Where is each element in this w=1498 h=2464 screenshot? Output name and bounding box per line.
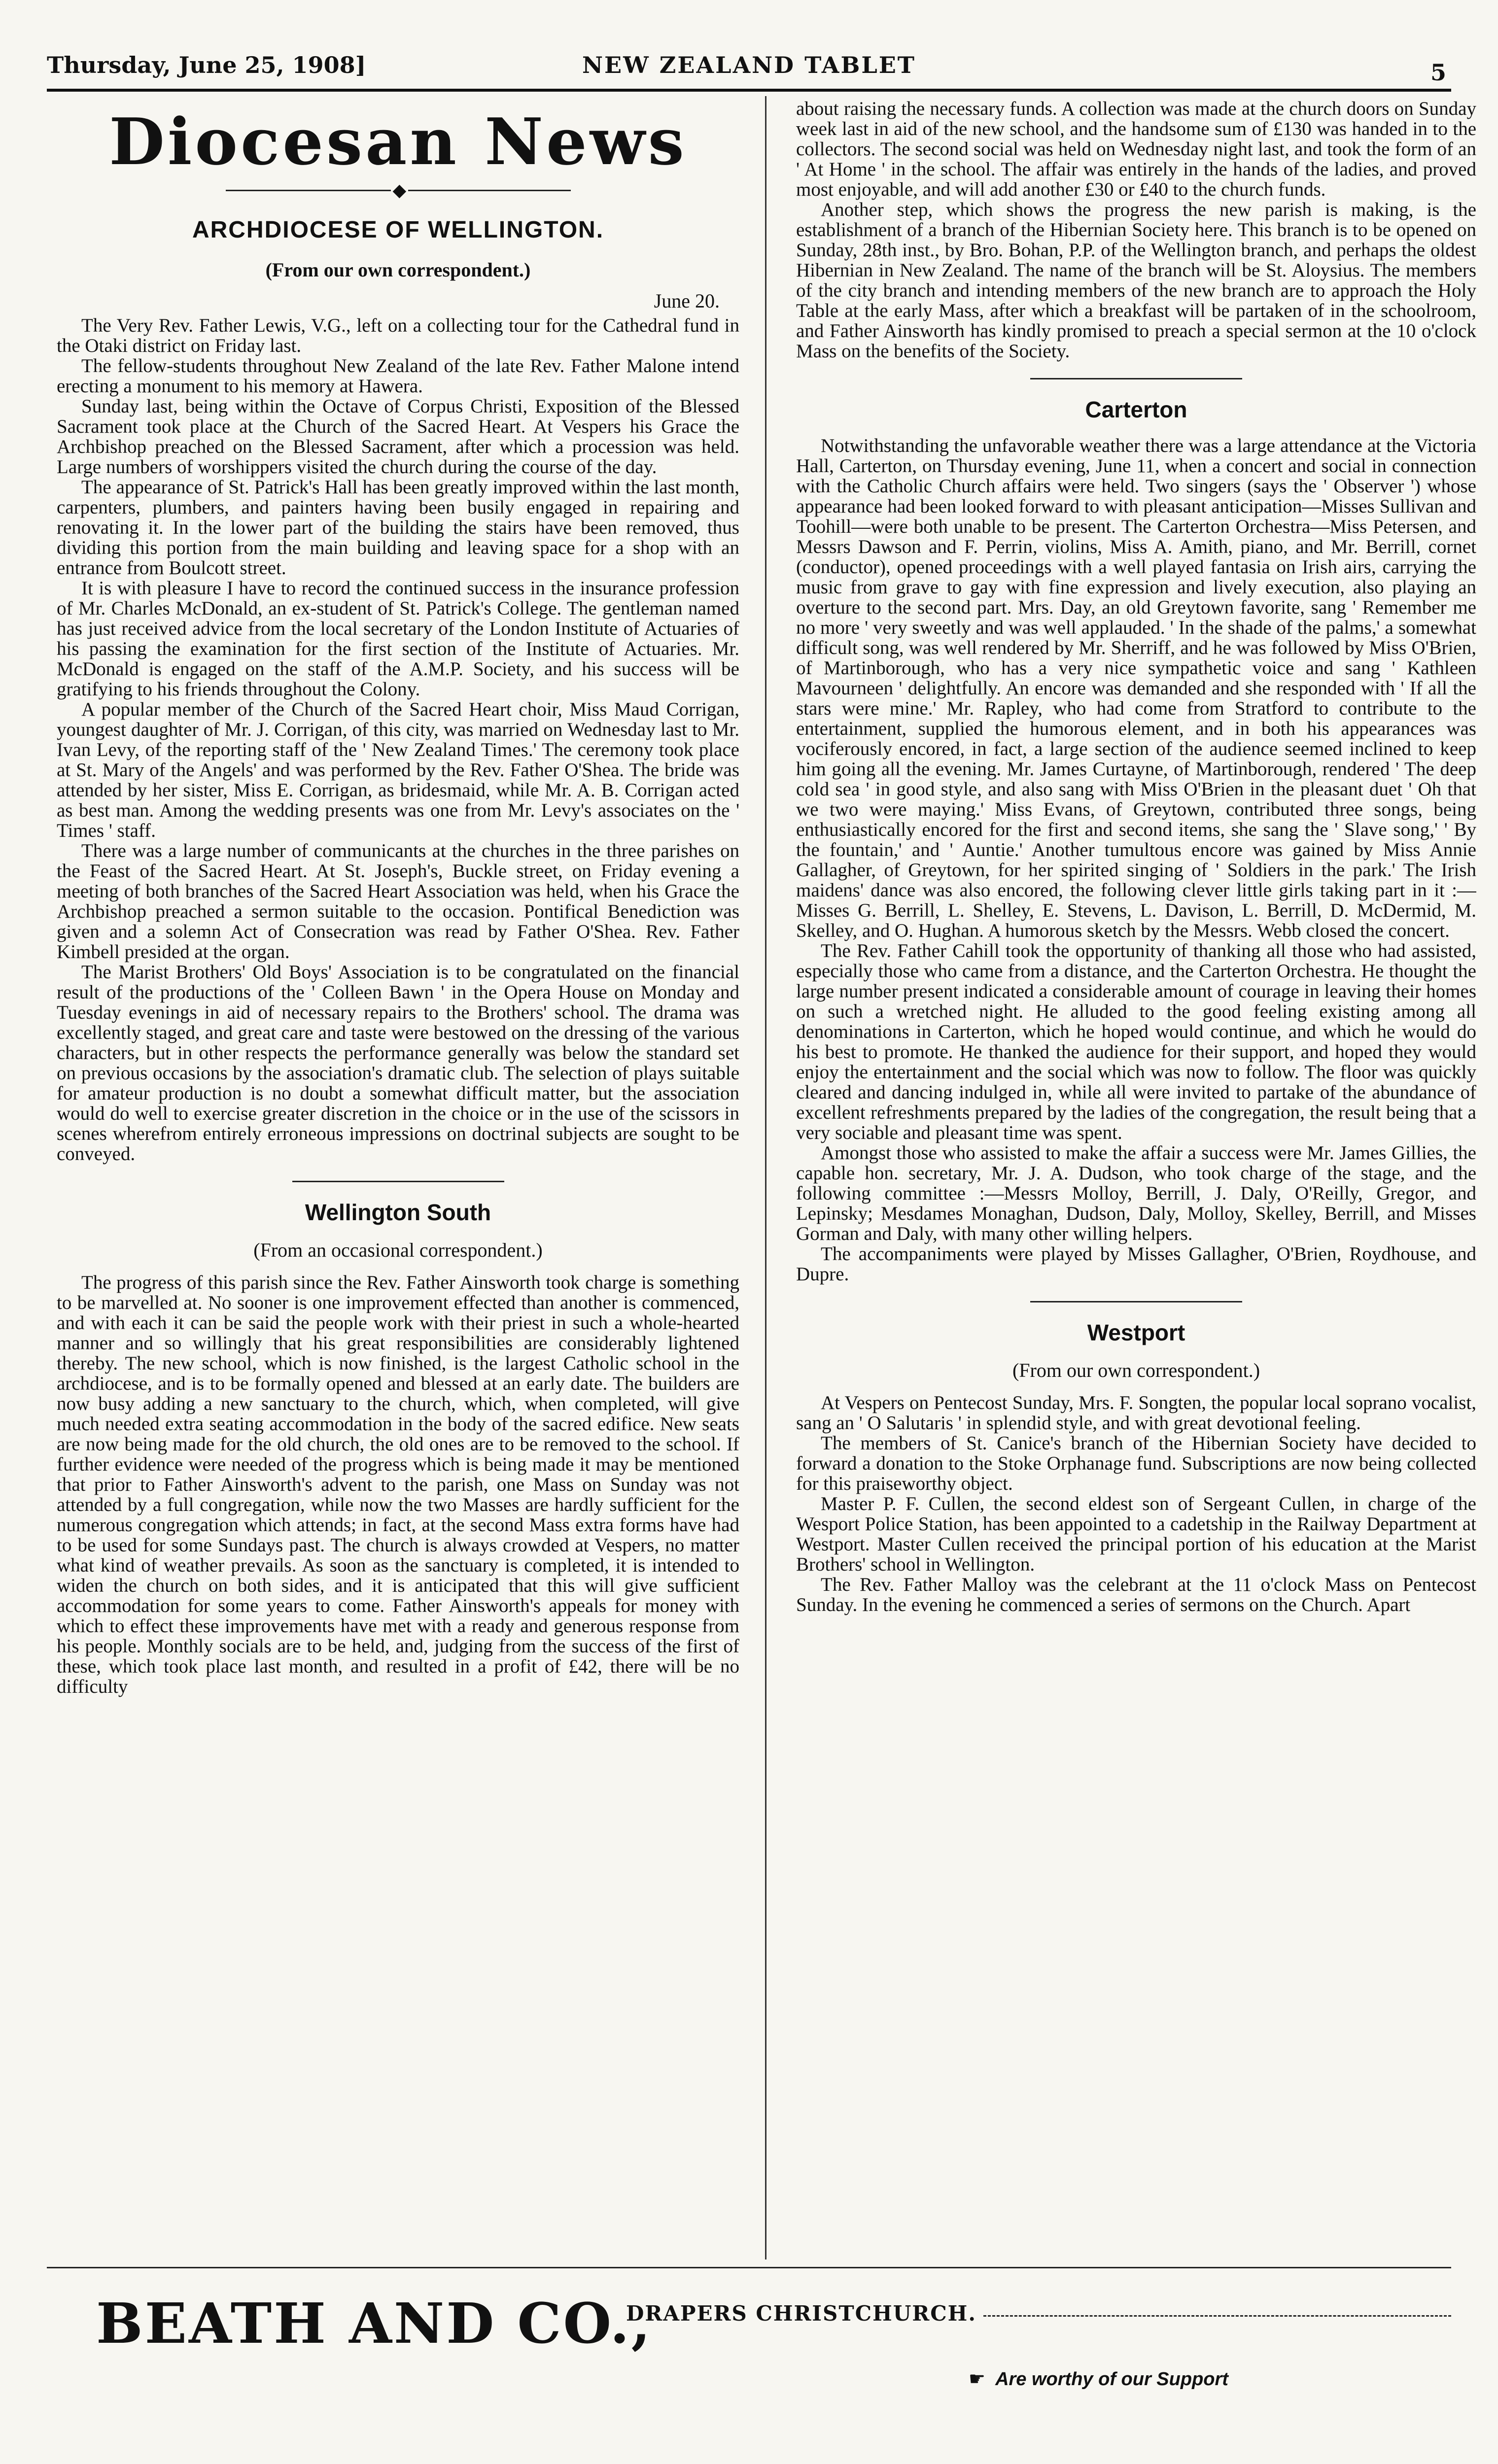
article-paragraph: Amongst those who assisted to make the affair a success were Mr. James Gillies, the capable hon. secretary, Mr. J. A. Dudson, who took charge of the stage, and the following committee :—Messrs Molloy, Berrill, J. Daly, O'Reilly, Gregor, and Lepinsky; Mesdames Monaghan, Dudson, Daly, Molloy, Skelley, Berrill, and Misses Gorman and Daly, with many other willing helpers. — [796, 1142, 1476, 1244]
advert-tagline-row — [969, 2368, 1228, 2390]
westport-heading: Westport — [1087, 1320, 1185, 1345]
article-paragraph: The Rev. Father Cahill took the opportunity of thanking all those who had assisted, especially those who came from a distance, and the Carterton Orchestra. He thought the large number present indicated a considerable amount of courage in leaving their homes on such a wretched night. He alluded to the good feeling existing among all denominations in Carterton, which he hoped would continue, and which he would do his best to promote. He thanked the audience for their support, and hoped they would enjoy the entertainment and the social which was now to follow. The floor was quickly cleared and dancing indulged in, while all were invited to partake of the abundance of excellent refreshments prepared by the ladies of the congregation, the result being that a very sociable and pleasant time was spent. — [796, 940, 1476, 1143]
article-paragraph: The Marist Brothers' Old Boys' Association is to be congratulated on the financial result of the productions of the ' Colleen Bawn ' in the Opera House on Monday and Tuesday evenings in aid of necessary repairs to the Brothers' school. The drama was excellently staged, and great care and taste were bestowed on the dressing of the various characters, but in other respects the performance generally was below the standard set on previous occasions by the association's dramatic club. The selection of plays suitable for amateur production is no doubt a somewhat difficult matter, but the association would do well to exercise greater discretion in the choice or in the use of the scissors in scenes wherefrom entirely erroneous impressions on doctrinal subjects are sought to be conveyed. — [57, 961, 739, 1164]
advert-brand: BEATH AND CO., — [96, 2292, 653, 2356]
westport-byline: (From our own correspondent.) — [1012, 1359, 1260, 1381]
article-paragraph: The members of St. Canice's branch of the Hibernian Society have decided to forward a donation to the Stoke Orphanage fund. Subscriptions are now being collected for this praiseworthy object. — [796, 1433, 1476, 1494]
wellington-south-article — [57, 1272, 739, 1697]
article-paragraph: There was a large number of communicants at the churches in the three parishes on the Feast of the Sacred Heart. At St. Joseph's, Buckle street, on Friday evening a meeting of both branches of the Sacred Heart Association was held, when his Grace the Archbishop preached a sermon suitable to the occasion. Pontifical Benediction was given and a solemn Act of Consecration was read by Father O'Shea. Rev. Father Kimbell presided at the organ. — [57, 840, 739, 962]
continued-article — [796, 99, 1476, 361]
advert-tagline: Are worthy of our Support — [995, 2369, 1228, 2390]
article-paragraph: The fellow-students throughout New Zealand of the late Rev. Father Malone intend erecting a monument to his memory at Hawera. — [57, 355, 739, 397]
article-paragraph: A popular member of the Church of the Sacred Heart choir, Miss Maud Corrigan, youngest daughter of Mr. J. Corrigan, of this city, was married on Wednesday last to Mr. Ivan Levy, of the reporting staff of the ' New Zealand Times.' The ceremony took place at St. Mary of the Angels' and was performed by the Rev. Father O'Shea. The bride was attended by her sister, Miss E. Corrigan, as bridesmaid, while Mr. A. B. Corrigan acted as best man. Among the wedding presents was one from Mr. Levy's associates on the ' Times ' staff. — [57, 698, 739, 841]
pointing-hand-icon: ☛ — [969, 2369, 986, 2390]
running-header — [47, 47, 1451, 86]
westport-article — [796, 1393, 1476, 1615]
footer-advertisement — [47, 2282, 1451, 2430]
diamond-ornament-icon: ◆ — [391, 183, 409, 198]
article-paragraph: The Very Rev. Father Lewis, V.G., left on a collecting tour for the Cathedral fund in the Otaki district on Friday last. — [57, 314, 739, 356]
article-paragraph: It is with pleasure I have to record the continued success in the insurance profession of Mr. Charles McDonald, an ex-student of St. Patrick's College. The gentleman named has just received advice from the local secretary of the London Institute of Actuaries of his passing the examination for the first section of the Institute of Actuaries. Mr. McDonald is engaged on the staff of the A.M.P. Society, and his success will be gratifying to his friends throughout the Colony. — [57, 577, 739, 700]
column-divider — [765, 96, 766, 2259]
article-paragraph: At Vespers on Pentecost Sunday, Mrs. F. Songten, the popular local soprano vocalist, sang an ' O Salutaris ' in splendid style, and with great devotional feeling. — [796, 1392, 1476, 1434]
carterton-heading: Carterton — [1085, 397, 1187, 422]
section-divider — [1030, 1301, 1242, 1302]
header-rule — [47, 89, 1451, 92]
article-paragraph: The progress of this parish since the Rev. Father Ainsworth took charge is something to be marvelled at. No sooner is one improvement effected than another is commenced, and with each it can be said the people work with their priest in such a whole-hearted manner and so willingly that his great responsibilities are considerably lightened thereby. The new school, which is now finished, is the largest Catholic school in the archdiocese, and is to be formally opened and blessed at an early date. The builders are now busy adding a new sanctuary to the church, which, when completed, will give much needed extra seating accommodation in the body of the sacred edifice. New seats are now being made for the old church, the old ones are to be removed to the school. If further evidence were needed of the progress which is being made it may be mentioned that prior to Father Ainsworth's advent to the parish, one Mass on Sunday was not attended by a full congregation, while now the two Masses are hardly sufficient for the numerous congregation which attends; in fact, at the second Mass extra forms have had to be used for some Sundays past. The church is always crowded at Vespers, no matter what kind of weather prevails. As soon as the sanctuary is completed, it is intended to widen the church on both sides, and it is anticipated that this will give sufficient accommodation for some years to come. Father Ainsworth's appeals for money with which to effect these improvements have met with a ready and generous response from his people. Monthly socials are to be held, and, judging from the success of the first of these, which took place last month, and resulted in a profit of £42, there will be no difficulty — [57, 1271, 739, 1697]
header-publication-title: NEW ZEALAND TABLET — [582, 52, 916, 78]
section-masthead: Diocesan News — [109, 104, 687, 179]
archdiocese-dateline: June 20. — [654, 289, 720, 312]
right-column — [796, 99, 1476, 2259]
article-paragraph: Another step, which shows the progress the new parish is making, is the establishment of a branch of the Hibernian Society here. This branch is to be opened on Sunday, 28th inst., by Bro. Bohan, P.P. of the Wellington branch, and perhaps the oldest Hibernian in New Zealand. The name of the branch will be St. Aloysius. The members of the city branch and intending members of the new branch are to approach the Holy Table at the early Mass, after which a breakfast will be partaken of in the schoolroom, and Father Ainsworth has kindly promised to preach a special sermon at the 10 o'clock Mass on the benefits of the Society. — [796, 199, 1476, 362]
article-paragraph: about raising the necessary funds. A collection was made at the church doors on Sunday week last in aid of the new school, and the handsome sum of £130 was handed in to the collectors. The second social was held on Wednesday night last, and took the form of an ' At Home ' in the school. The affair was entirely in the hands of the ladies, and proved most enjoyable, and will add another £30 or £40 to the church funds. — [796, 99, 1476, 200]
left-column — [57, 99, 739, 2259]
wellington-south-heading: Wellington South — [305, 1199, 491, 1225]
archdiocese-byline: (From our own correspondent.) — [265, 258, 531, 281]
article-paragraph: The appearance of St. Patrick's Hall has been greatly improved within the last month, carpenters, plumbers, and painters having been busily engaged in repairing and renovating it. In the lower part of the building the stairs have been removed, thus dividing this portion from the main building and leaving space for a shop with an entrance from Boulcott street. — [57, 476, 739, 579]
advert-dashed-rule — [983, 2315, 1451, 2317]
article-paragraph: Sunday last, being within the Octave of Corpus Christi, Exposition of the Blessed Sacrament took place at the Church of the Sacred Heart. At Vespers his Grace the Archbishop preached on the Blessed Sacrament, after which a procession was held. Large numbers of worshippers visited the church during the course of the day. — [57, 395, 739, 478]
advert-location: DRAPERS CHRISTCHURCH. — [626, 2301, 976, 2326]
wellington-south-byline: (From an occasional correspondent.) — [253, 1238, 543, 1261]
article-paragraph: Notwithstanding the unfavorable weather there was a large attendance at the Victoria Hall, Carterton, on Thursday evening, June 11, when a concert and social in connection with the Catholic Church affairs were held. Two singers (says the ' Observer ') whose appearance had been looked forward to with pleasant anticipation—Misses Sullivan and Toohill—were both unable to be present. The Carterton Orchestra—Miss Petersen, and Messrs Dawson and F. Perrin, violins, Miss A. Amith, piano, and Mr. Berrill, cornet (conductor), opened proceedings with a well played fantasia on Irish airs, carrying the music from grave to gay with fine expression and lively execution, also playing an overture to the second part. Mrs. Day, an old Greytown favorite, sang ' Remember me no more ' very sweetly and was well applauded. ' In the shade of the palms,' a somewhat difficult song, was well rendered by Mr. Sherriff, and he was followed by Miss O'Brien, of Martinborough, who has a very nice sympathetic voice and sang ' Kathleen Mavourneen ' delightfully. An encore was demanded and she responded with ' If all the stars were mine.' Mr. Rapley, who had come from Stratford to contribute to the entertainment, supplied the humorous element, and in both his appearances was vociferously encored, in fact, a large section of the audience seemed inclined to keep him going all the evening. Mr. James Curtayne, of Martinborough, rendered ' The deep cold sea ' in good style, and also sang with Miss O'Brien in the pleasant duet ' Oh that we two were maying.' Miss Evans, of Greytown, contributed three songs, being enthusiastically encored for the first and second items, she sang the ' Slave song,' ' By the fountain,' and ' Auntie.' Another tumultous encore was gained by Miss Annie Gallagher, of Greytown, for her spirited singing of ' Soldiers in the park.' The Irish maidens' dance was also encored, the following clever little girls taking part in it :—Misses G. Berrill, L. Shelley, E. Stevens, L. Davison, L. Berrill, D. McDermid, M. Skelley, and O. Hughan. A humorous sketch by the Messrs. Webb closed the concert. — [796, 435, 1476, 941]
carterton-article — [796, 436, 1476, 1284]
header-date: Thursday, June 25, 1908] — [47, 52, 366, 78]
section-divider — [292, 1181, 504, 1182]
article-paragraph: The Rev. Father Malloy was the celebrant at the 11 o'clock Mass on Pentecost Sunday. In the evening he commenced a series of sermons on the Church. Apart — [796, 1574, 1476, 1615]
footer-rule — [47, 2267, 1451, 2268]
article-paragraph: Master P. F. Cullen, the second eldest son of Sergeant Cullen, in charge of the Wesport Police Station, has been appointed to a cadetship in the Railway Department at Westport. Master Cullen received the principal portion of his education at the Marist Brothers' school in Wellington. — [796, 1493, 1476, 1575]
archdiocese-article — [57, 315, 739, 1164]
article-paragraph: The accompaniments were played by Misses Gallagher, O'Brien, Roydhouse, and Dupre. — [796, 1243, 1476, 1285]
header-page-number: 5 — [1430, 59, 1446, 86]
archdiocese-heading: ARCHDIOCESE OF WELLINGTON. — [192, 216, 604, 243]
section-divider — [1030, 378, 1242, 379]
ornament-rule — [226, 180, 571, 200]
